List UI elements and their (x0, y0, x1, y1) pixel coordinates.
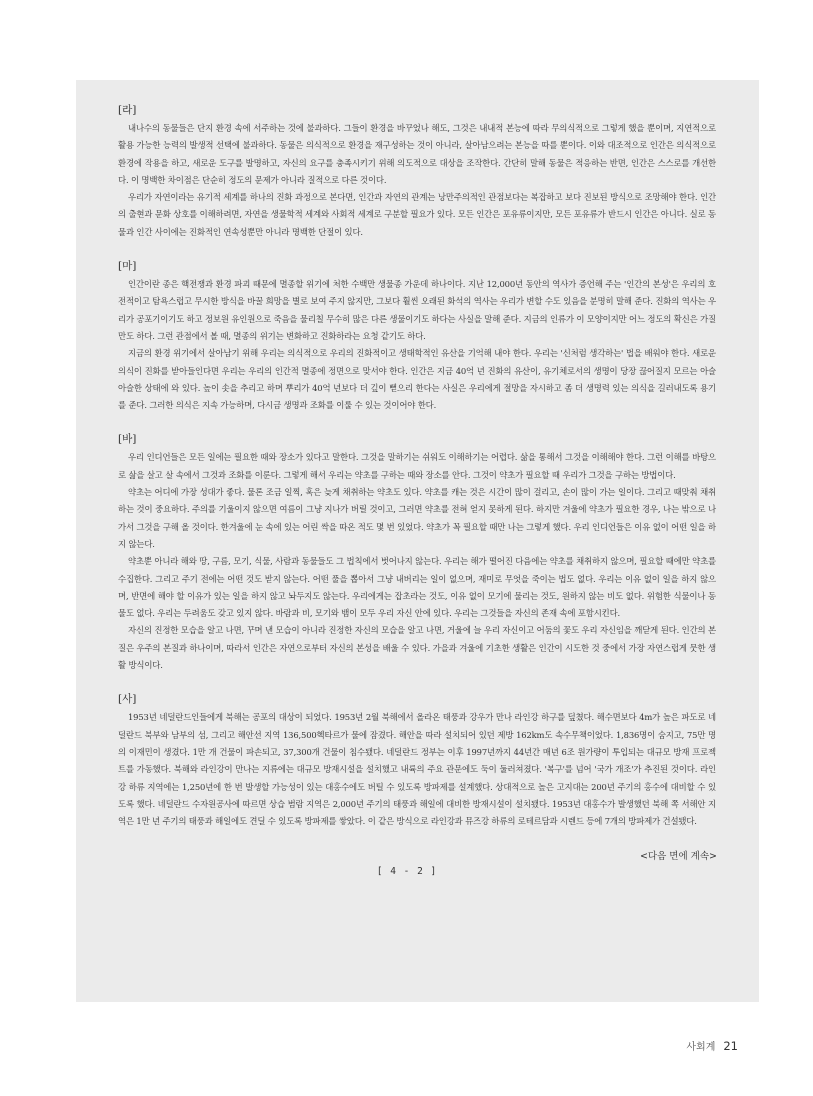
paragraph: 우리 인디언들은 모든 일에는 필요한 때와 장소가 있다고 말한다. 그것을 말하기는 쉬워도 이해하기는 어렵다. 삶을 통해서 그것을 이해해야 한다. 그런 이해를 바탕으로 삶을 살고 살 속에서 그것과 조화를 이룬다. 그렇게 해서 우리는 약초를 구하는 때와 장소를 안다. 그것이 약초가 필요할 때 우리가 그것을 구하는 방법이다. (118, 452, 716, 480)
section-label: [사] (118, 693, 137, 706)
section-label: [라] (118, 104, 137, 116)
section-sa (118, 690, 716, 830)
section-ma (118, 257, 716, 414)
subject-label: 사회계 (686, 1042, 716, 1053)
paragraph: 약초는 어디에 가장 성대가 좋다. 물론 조금 일찍, 혹은 늦게 채취하는 약초도 있다. 약초를 캐는 것은 시간이 많이 걸리고, 손이 많이 가는 일이다. 그리고 때맞춰 채취하는 것이 중요하다. 주의를 기울이지 않으면 여름이 그냥 지나가 버릴 것이고, 그러면 약초를 전혀 얻지 못하게 된다. 하지만 겨울에 약초가 필요한 경우, 나는 밖으로 나가서 그것을 구해 올 것이다. 한겨울에 눈 속에 있는 어린 싹을 따온 적도 몇 번 있었다. 약초가 꼭 필요할 때만 나는 그렇게 했다. 우리 인디언들은 이유 없이 어떤 일을 하지 않는다. (118, 487, 716, 549)
continue-note: <다음 면에 계속> (639, 851, 717, 862)
document-body (118, 101, 716, 830)
paragraph: 인간이란 종은 핵전쟁과 환경 파괴 때문에 멸종할 위기에 처한 수백만 생물종 가운데 하나이다. 지난 12,000년 동안의 역사가 증언해 주는 '인간의 본성'은 우리의 호전적이고 탐욕스럽고 무시한 방식을 바꿀 희망을 별로 보여 주지 않지만, 그보다 훨씬 오래된 화석의 역사는 우리가 변할 수도 있음을 분명히 말해 준다. 진화의 역사는 우리가 공포기이기도 하고 정보원 유인원으로 죽음을 물리칠 무수히 많은 다른 생물이기도 하다는 사실을 말해 준다. 지금의 인류가 이 모양이지만 어느 정도의 확신은 가질 만도 하다. 그런 관점에서 볼 때, 멸종의 위기는 변화하고 진화하라는 요청 같기도 하다. (118, 279, 716, 341)
section-ra (118, 101, 716, 241)
paragraph: 자신의 진정한 모습을 알고 나면, 꾸며 낸 모습이 아니라 진정한 자신의 모습을 알고 나면, 거울에 늘 우리 자신이고 어둠의 꽃도 우리 자신임을 깨닫게 된다. 인간의 본질은 우주의 본질과 하나이며, 따라서 인간은 자연으로부터 자신의 본성을 배울 수 있다. 가을과 겨울에 기초한 생활은 인간이 시도한 것 중에서 가장 자연스럽게 뭇한 생활 방식이다. (118, 625, 716, 671)
paragraph: 약초뿐 아니라 해와 땅, 구름, 모기, 식물, 사람과 동물들도 그 법칙에서 벗어나지 않는다. 우리는 해가 떨어진 다음에는 약초를 채취하지 않으며, 필요할 때에만 약초를 수집한다. 그리고 주기 전에는 어떤 것도 받지 않는다. 어떤 풀을 뽑아서 그냥 내버리는 일이 없으며, 재미로 무엇을 죽이는 법도 없다. 우리는 이유 없이 일을 하지 않으며, 반면에 해야 할 이유가 있는 일을 하지 않고 놔두지도 않는다. 우리에게는 잡초라는 것도, 이유 없이 모기에 물리는 것도, 원하지 않는 비도 없다. 위험한 식물이나 동물도 없다. 우리는 두려움도 갖고 있지 않다. 바람과 비, 모기와 뱀이 모두 우리 자신 안에 있다. 우리는 그것들을 자신의 존재 속에 포함시킨다. (118, 556, 716, 619)
paragraph: 우리가 자연이라는 유기적 세계를 하나의 진화 과정으로 본다면, 인간과 자연의 관계는 낭만주의적인 관점보다는 복잡하고 보다 진보된 방식으로 조망해야 한다. 인간의 출현과 문화 상호를 이해하려면, 자연을 생물학적 세계와 사회적 세계로 구분할 필요가 있다. 모든 인간은 포유류이지만, 모든 포유류가 반드시 인간은 아니다. 실로 동물과 인간 사이에는 진화적인 연속성뿐만 아니라 명백한 단절이 있다. (118, 192, 716, 237)
paragraph: 1953년 네덜란드인들에게 북해는 공포의 대상이 되었다. 1953년 2월 북해에서 올라온 태풍과 강우가 만나 라인강 하구를 덮쳤다. 해수면보다 4m가 높은 파도로 네덜란드 북부와 남부의 섬, 그리고 해안선 지역 136,500헥타르가 물에 잠겼다. 해안을 따라 설치되어 있던 제방 162km도 속수무책이었다. 1,836명이 숨지고, 75만 명의 이재민이 생겼다. 1만 개 건물이 파손되고, 37,300개 건물이 침수됐다. 네덜란드 정부는 이후 1997년까지 44년간 매년 6조 원가량이 투입되는 대규모 방재 프로젝트를 가동했다. 북해와 라인강이 만나는 지류에는 대규모 방재시설을 설치했고 내륙의 주요 관문에도 둑이 둘러쳐졌다. '복구'를 넘어 '국가 개조'가 추진된 것이다. 라인강 하류 지역에는 1,250년에 한 번 발생할 가능성이 있는 대홍수에도 버틸 수 있도록 방파제를 설계했다. 상대적으로 높은 고지대는 200년 주기의 홍수에 대비할 수 있도록 했다. 네덜란드 수자원공사에 따르면 상습 범람 지역은 2,000년 주기의 태풍과 해일에 대비한 방재시설이 설치됐다. 1953년 대홍수가 발생했던 북해 쪽 서해안 지역은 1만 년 주기의 태풍과 해일에도 견딜 수 있도록 방파제를 쌓았다. 이 같은 방식으로 라인강과 뮤즈강 하류의 로테르담과 시렌드 등에 7개의 방파제가 건설됐다. (118, 712, 716, 827)
page-reference: [ 4 - 2 ] (376, 866, 437, 877)
section-label: [바] (118, 433, 137, 446)
section-label: [마] (118, 260, 137, 273)
paragraph: 내나수의 동물들은 단지 환경 속에 서주하는 것에 불과하다. 그들이 환경을 바꾸었나 해도, 그것은 내내적 본능에 따라 무의식적으로 그렇게 했을 뿐이며, 지연적으로 활용 가능한 능력의 발생적 선택에 불과하다. 동물은 의식적으로 환경을 재구성하는 것이 아니라, 살아남으려는 본능을 따를 뿐이다. 이와 대조적으로 인간은 의식적으로 환경에 작용을 하고, 새로운 도구를 발명하고, 자신의 요구를 충족시키기 위해 의도적으로 대상을 조작한다. 간단히 말해 동물은 적응하는 반면, 인간은 스스로를 개선한다. 이 명백한 차이점은 단순히 정도의 문제가 아니라 질적으로 다른 것이다. (118, 123, 716, 185)
section-ba (118, 430, 716, 674)
paragraph: 지금의 환경 위기에서 살아남기 위해 우리는 의식적으로 우리의 진화적이고 생태학적인 유산을 기억해 내야 한다. 우리는 '신처럼 생각하는' 법을 배워야 한다. 새로운 의식이 진화를 받아들인다면 우리는 우리의 인간적 멸종에 정면으로 맞서야 한다. 인간은 지금 40억 년 진화의 유산이, 유기체로서의 생명이 당장 끊어질지 모르는 아슬아슬한 상태에 와 있다. 높이 솟을 추리고 하며 뿌리가 40억 년보다 더 깊이 뻗으리 한다는 사실은 우리에게 절망을 자시하고 좀 더 생명력 있는 의식을 길러내도록 용기를 준다. 그러한 의식은 지속 가능하며, 다시금 생명과 조화를 이룰 수 있는 것이어야 한다. (118, 348, 716, 411)
page-number: 21 (723, 1039, 738, 1053)
page-footer (686, 1038, 738, 1053)
